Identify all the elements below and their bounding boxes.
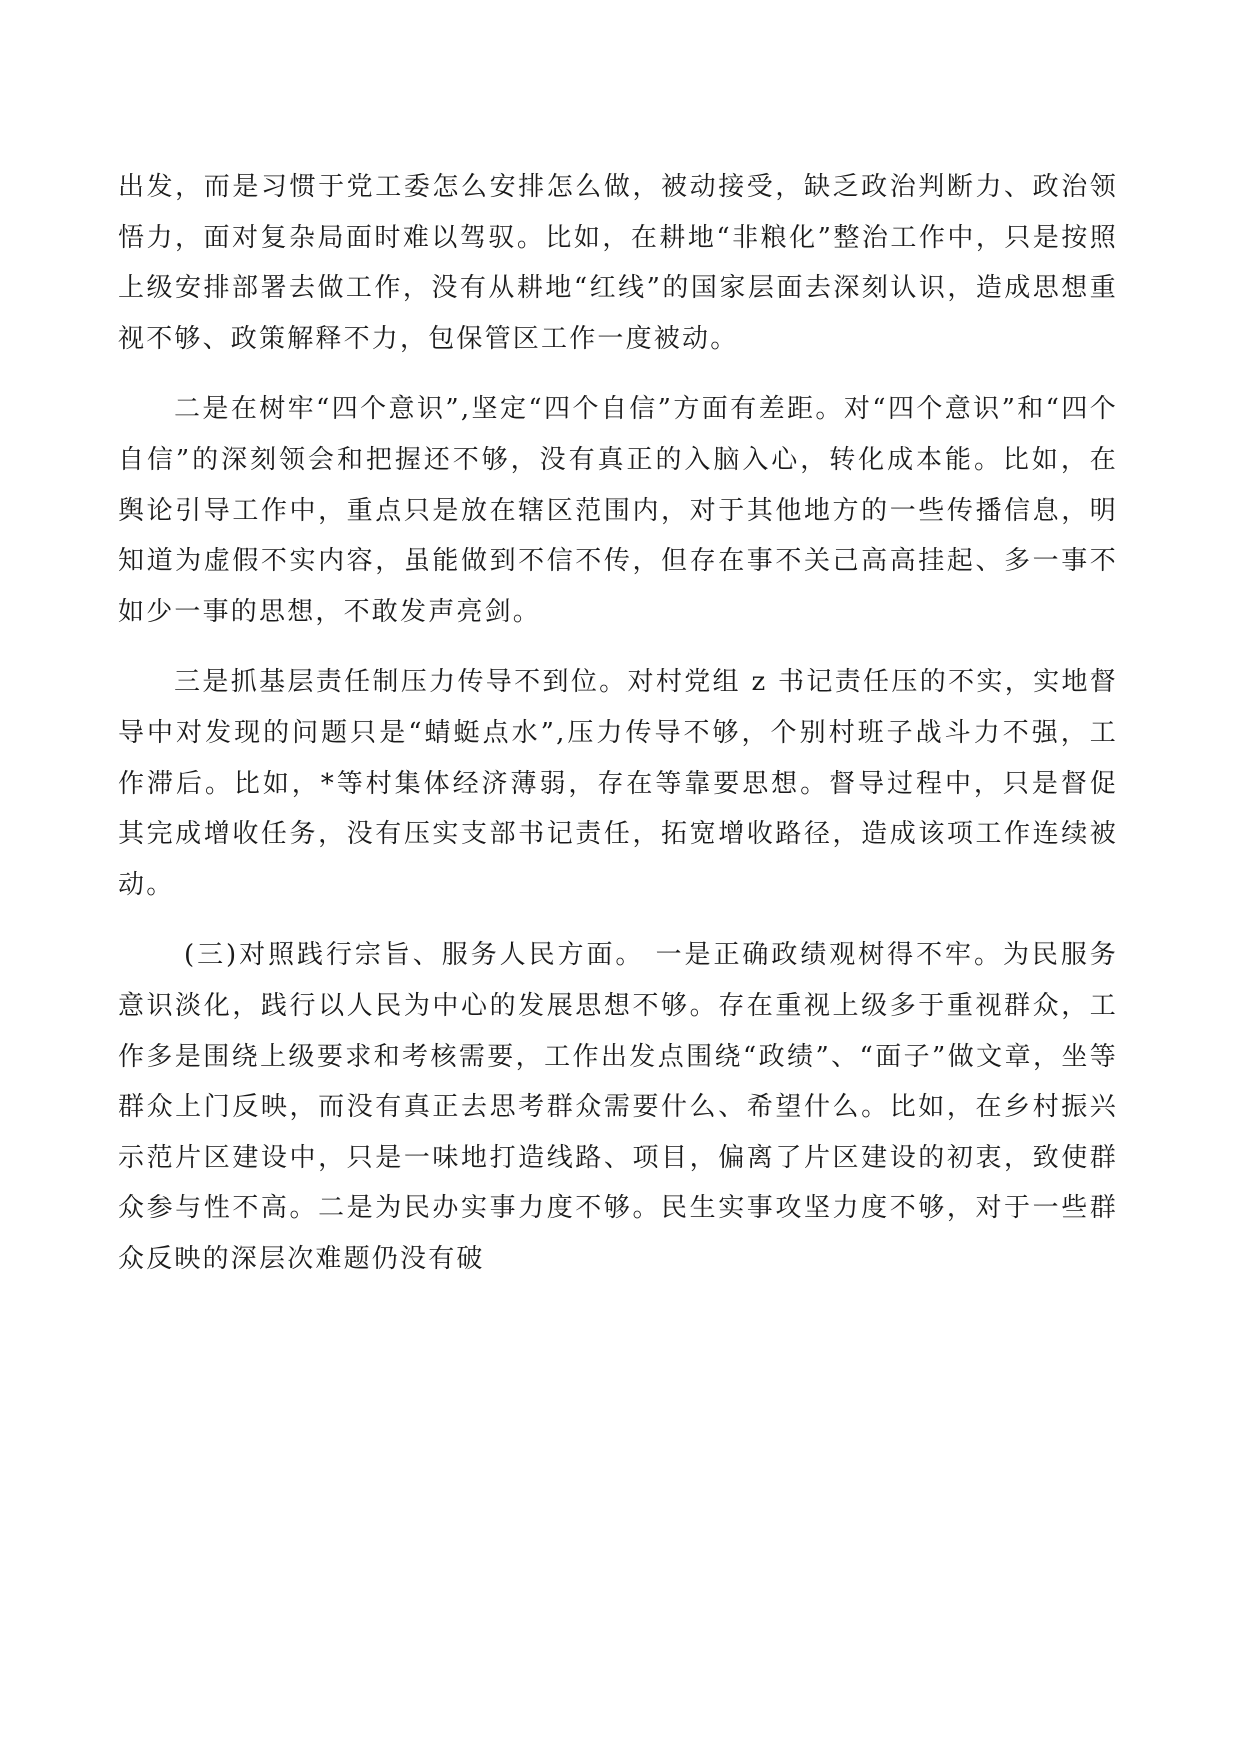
- paragraph-3: 三是抓基层责任制压力传导不到位。对村党组 z 书记责任压的不实，实地督导中对发现的问题只是“蜻蜓点水”,压力传导不够，个别村班子战斗力不强，工作滞后。比如，*等村集体经济薄弱，存在等靠要思想。督导过程中，只是督促其完成增收任务，没有压实支部书记责任，拓宽增收路径，造成该项工作连续被动。: [118, 667, 1118, 900]
- paragraph-4: (三)对照践行宗旨、服务人民方面。 一是正确政绩观树得不牢。为民服务意识淡化，践行以人民为中心的发展思想不够。存在重视上级多于重视群众，工作多是围绕上级要求和考核需要，工作出发点围绕“政绩”、“面子”做文章，坐等群众上门反映，而没有真正去思考群众需要什么、希望什么。比如，在乡村振兴示范片区建设中，只是一味地打造线路、项目，偏离了片区建设的初衷，致使群众参与性不高。二是为民办实事力度不够。民生实事攻坚力度不够，对于一些群众反映的深层次难题仍没有破: [118, 940, 1118, 1274]
- paragraph-1: 出发，而是习惯于党工委怎么安排怎么做，被动接受，缺乏政治判断力、政治领悟力，面对复杂局面时难以驾驭。比如，在耕地“非粮化”整治工作中，只是按照上级安排部署去做工作，没有从耕地“红线”的国家层面去深刻认识，造成思想重视不够、政策解释不力，包保管区工作一度被动。: [118, 172, 1118, 354]
- document-body: [118, 162, 1118, 1304]
- paragraph-2: 二是在树牢“四个意识”,坚定“四个自信”方面有差距。对“四个意识”和“四个自信”的深刻领会和把握还不够，没有真正的入脑入心，转化成本能。比如，在舆论引导工作中，重点只是放在辖区范围内，对于其他地方的一些传播信息，明知道为虚假不实内容，虽能做到不信不传，但存在事不关己高高挂起、多一事不如少一事的思想，不敢发声亮剑。: [118, 394, 1118, 627]
